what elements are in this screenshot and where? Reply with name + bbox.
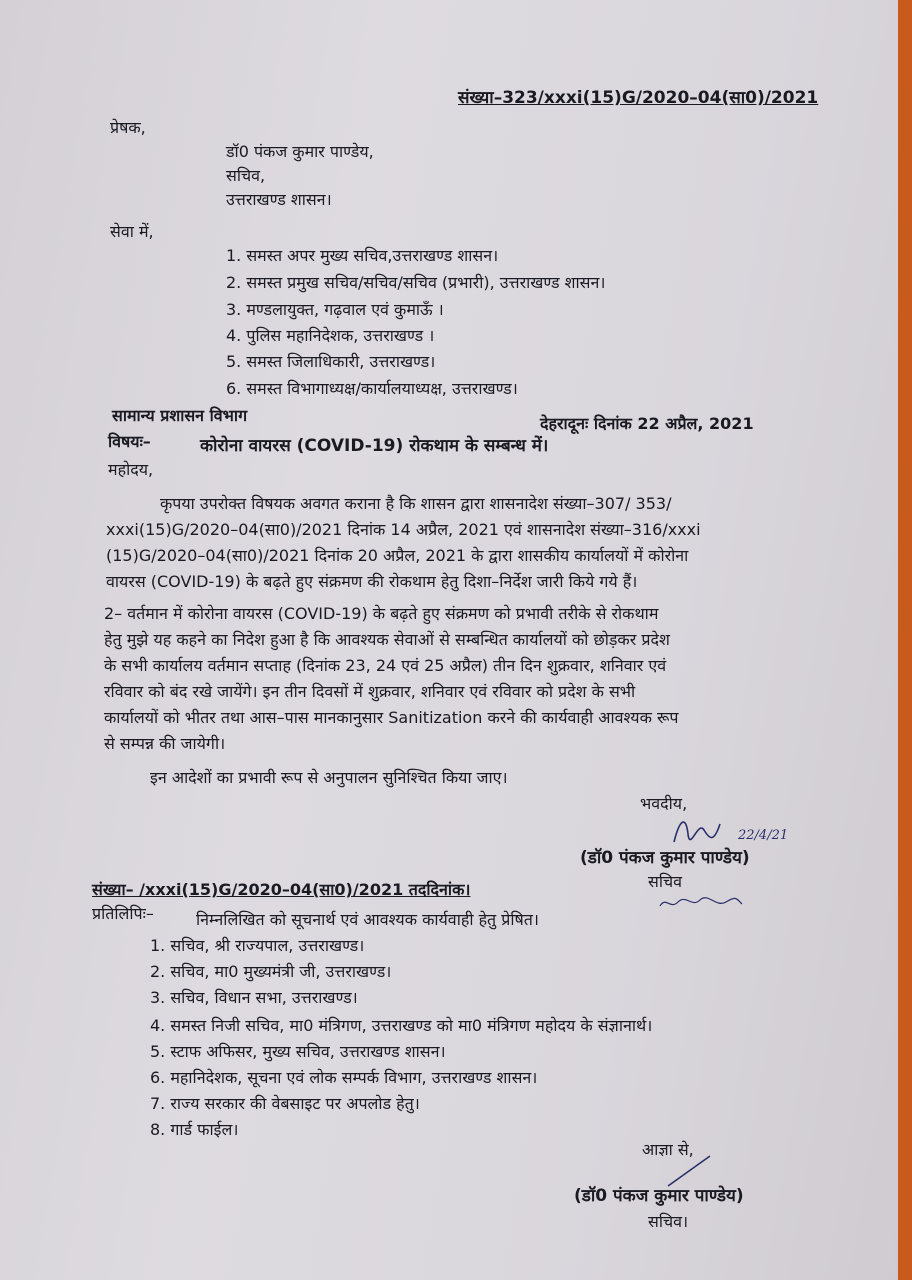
- copy-intro: निम्नलिखित को सूचनार्थ एवं आवश्यक कार्यवाही हेतु प्रेषित।: [196, 910, 539, 929]
- table-edge: [898, 0, 912, 1280]
- para2-line: 2– वर्तमान में कोरोना वायरस (COVID-19) के बढ़ते हुए संक्रमण को प्रभावी तरीके से रोकथाम: [104, 604, 659, 623]
- para1-line: (15)G/2020–04(सा0)/2021 दिनांक 20 अप्रैल, 2021 के द्वारा शासकीय कार्यालयों में कोरोना: [106, 546, 689, 565]
- copy-reference: संख्या– /xxxi(15)G/2020–04(सा0)/2021 तददिनांक।: [92, 880, 471, 899]
- place-date: देहरादूनः दिनांक 22 अप्रैल, 2021: [540, 414, 754, 433]
- para2-line: रविवार को बंद रखे जायेंगे। इन तीन दिवसों में शुक्रवार, शनिवार एवं रविवार को प्रदेश के सभी: [104, 682, 636, 701]
- initial-scribble: [656, 890, 746, 914]
- recipient-item: 4. पुलिस महानिदेशक, उत्तराखण्ड ।: [226, 326, 435, 345]
- department: सामान्य प्रशासन विभाग: [112, 406, 248, 425]
- sender-designation: सचिव,: [226, 166, 266, 185]
- para1-line: वायरस (COVID-19) के बढ़ते हुए संक्रमण की रोकथाम हेतु दिशा–निर्देश जारी किये गये हैं।: [106, 572, 638, 591]
- signatory-title: सचिव: [648, 872, 683, 891]
- copy-list-item: 3. सचिव, विधान सभा, उत्तराखण्ड।: [150, 988, 358, 1007]
- copy-list-item: 7. राज्य सरकार की वेबसाइट पर अपलोड हेतु।: [150, 1094, 420, 1113]
- final-signatory-name: (डॉ0 पंकज कुमार पाण्डेय): [574, 1186, 744, 1206]
- subject-text: कोरोना वायरस (COVID-19) रोकथाम के सम्बन्ध में।: [200, 436, 549, 456]
- para1-line: xxxi(15)G/2020–04(सा0)/2021 दिनांक 14 अप्रैल, 2021 एवं शासनादेश संख्या–316/xxxi: [106, 520, 701, 539]
- para2-line: हेतु मुझे यह कहने का निदेश हुआ है कि आवश्यक सेवाओं से सम्बन्धित कार्यालयों को छोड़कर प्रदेश: [104, 630, 670, 649]
- closing: भवदीय,: [640, 794, 688, 813]
- recipient-item: 6. समस्त विभागाध्यक्ष/कार्यालयाध्यक्ष, उत्तराखण्ड।: [226, 379, 518, 398]
- recipient-item: 3. मण्डलायुक्त, गढ़वाल एवं कुमाऊँ ।: [226, 300, 444, 319]
- copy-list-item: 1. सचिव, श्री राज्यपाल, उत्तराखण्ड।: [150, 936, 365, 955]
- para2-line: से सम्पन्न की जायेगी।: [104, 734, 226, 753]
- to-label: सेवा में,: [110, 222, 154, 241]
- copy-list-item: 2. सचिव, मा0 मुख्यमंत्री जी, उत्तराखण्ड।: [150, 962, 392, 981]
- copy-list-item: 4. समस्त निजी सचिव, मा0 मंत्रिगण, उत्तराखण्ड को मा0 मंत्रिगण महोदय के संज्ञानार्थ।: [150, 1016, 653, 1035]
- para1-line: कृपया उपरोक्त विषयक अवगत कराना है कि शासन द्वारा शासनादेश संख्या–307/ 353/: [160, 494, 672, 513]
- signature-scribble: [670, 812, 740, 848]
- order-by: आज्ञा से,: [642, 1140, 694, 1159]
- copy-list-item: 5. स्टाफ अफिसर, मुख्य सचिव, उत्तराखण्ड शासन।: [150, 1042, 446, 1061]
- subject-label: विषयः–: [108, 432, 151, 451]
- signatory-name: (डॉ0 पंकज कुमार पाण्डेय): [580, 848, 750, 868]
- para3: इन आदेशों का प्रभावी रूप से अनुपालन सुनिश्चित किया जाए।: [150, 768, 508, 787]
- signature-date: 22/4/21: [738, 828, 789, 843]
- copy-list-item: 6. महानिदेशक, सूचना एवं लोक सम्पर्क विभाग, उत्तराखण्ड शासन।: [150, 1068, 538, 1087]
- recipient-item: 1. समस्त अपर मुख्य सचिव,उत्तराखण्ड शासन।: [226, 246, 499, 265]
- signature-tick: [664, 1152, 714, 1188]
- para2-line: कार्यालयों को भीतर तथा आस–पास मानकानुसार Sanitization करने की कार्यवाही आवश्यक रूप: [104, 708, 679, 727]
- recipient-item: 2. समस्त प्रमुख सचिव/सचिव/सचिव (प्रभारी), उत्तराखण्ड शासन।: [226, 273, 606, 292]
- para2-line: के सभी कार्यालय वर्तमान सप्ताह (दिनांक 23, 24 एवं 25 अप्रैल) तीन दिन शुक्रवार, शनिवार एवं: [104, 656, 667, 675]
- reference-number: संख्या–323/xxxi(15)G/2020–04(सा0)/2021: [458, 88, 819, 108]
- copy-list-item: 8. गार्ड फाईल।: [150, 1120, 239, 1139]
- copy-label: प्रतिलिपिः–: [92, 904, 154, 923]
- recipient-item: 5. समस्त जिलाधिकारी, उत्तराखण्ड।: [226, 352, 436, 371]
- sender-office: उत्तराखण्ड शासन।: [226, 190, 332, 209]
- salutation: महोदय,: [108, 460, 154, 479]
- sender-label: प्रेषक,: [110, 118, 146, 137]
- final-signatory-title: सचिव।: [648, 1212, 689, 1231]
- sender-name: डॉ0 पंकज कुमार पाण्डेय,: [226, 142, 374, 161]
